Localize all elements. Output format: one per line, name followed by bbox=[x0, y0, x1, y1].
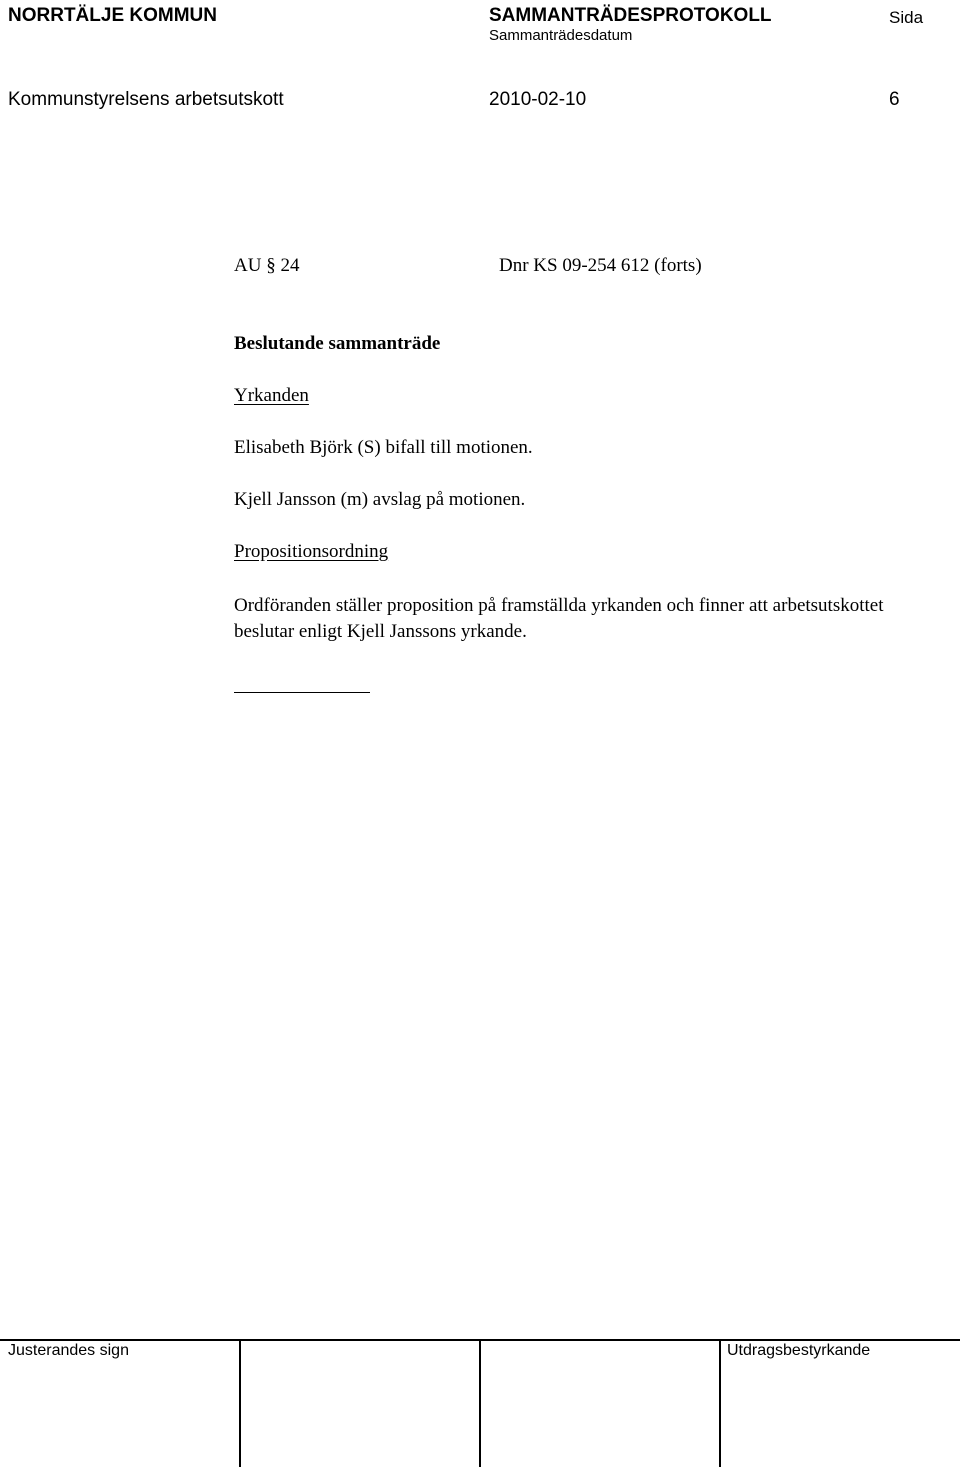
paragraph-reference: AU § 24 bbox=[234, 255, 300, 276]
committee-name: Kommunstyrelsens arbetsutskott bbox=[8, 89, 284, 110]
motions-heading: Yrkanden bbox=[234, 385, 309, 406]
municipality-name: NORRTÄLJE KOMMUN bbox=[8, 5, 217, 26]
proposition-text: Ordföranden ställer proposition på framställda yrkanden och finner att arbetsutskottet beslutar enligt Kjell Janssons yrkande. bbox=[234, 595, 884, 642]
footer-divider bbox=[239, 1340, 241, 1467]
document-type: SAMMANTRÄDESPROTOKOLL bbox=[489, 5, 772, 26]
motion-item: Elisabeth Björk (S) bifall till motionen. bbox=[234, 437, 533, 458]
signature-label: Justerandes sign bbox=[8, 1342, 129, 1359]
extract-label: Utdragsbestyrkande bbox=[727, 1342, 871, 1359]
section-end-rule bbox=[234, 692, 370, 693]
proposition-heading: Propositionsordning bbox=[234, 541, 389, 562]
meeting-date-label: Sammanträdesdatum bbox=[489, 27, 633, 44]
footer-divider bbox=[479, 1340, 481, 1467]
meeting-date: 2010-02-10 bbox=[489, 89, 587, 110]
footer-divider bbox=[719, 1340, 721, 1467]
case-number: Dnr KS 09-254 612 (forts) bbox=[499, 255, 702, 276]
motion-item: Kjell Jansson (m) avslag på motionen. bbox=[234, 489, 526, 510]
page-label: Sida bbox=[889, 8, 924, 27]
page-number: 6 bbox=[889, 89, 900, 110]
section-heading: Beslutande sammanträde bbox=[234, 333, 441, 354]
